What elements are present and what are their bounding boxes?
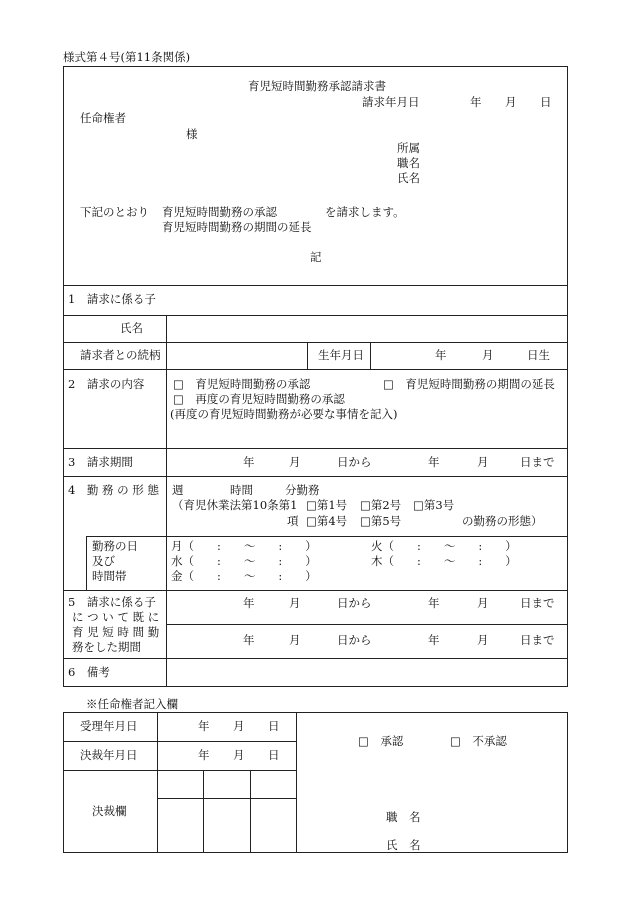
request-date-month[interactable]: 月 <box>505 95 517 109</box>
prior-period-1-from[interactable]: 日から <box>337 596 372 610</box>
divider <box>63 342 568 343</box>
prior-period-2-until[interactable]: 日まで <box>520 633 555 647</box>
schedule-thursday[interactable]: 木（ : 〜 : ） <box>371 554 517 568</box>
approval-column-label: 決裁欄 <box>92 804 127 818</box>
form-suffix: の勤務の形態） <box>462 514 543 528</box>
position-label: 職名 <box>397 156 420 170</box>
birth-month[interactable]: 月 <box>482 348 494 362</box>
prior-period-2-end-month[interactable]: 月 <box>477 633 489 647</box>
prior-period-2-from[interactable]: 日から <box>337 633 372 647</box>
schedule-label-divider <box>86 536 87 590</box>
form-title: 育児短時間勤務承認請求書 <box>248 79 386 93</box>
affiliation-label: 所属 <box>397 141 420 155</box>
section5-heading-line2: に つ い て 既 に <box>72 610 160 624</box>
schedule-label-and: 及び <box>92 554 115 568</box>
birthdate-divider-left <box>307 342 308 369</box>
reapproval-note: (再度の育児短時間勤務が必要な事情を記入) <box>170 407 398 421</box>
schedule-wednesday[interactable]: 水（ : 〜 : ） <box>171 554 317 568</box>
received-month[interactable]: 月 <box>233 719 245 733</box>
received-date-label: 受理年月日 <box>80 719 138 733</box>
schedule-tuesday[interactable]: 火（ : 〜 : ） <box>371 539 517 553</box>
divider <box>63 315 568 316</box>
prior-period-1-end-month[interactable]: 月 <box>477 596 489 610</box>
period-start-month[interactable]: 月 <box>289 455 301 469</box>
prior-period-2-end-year[interactable]: 年 <box>428 633 440 647</box>
form-option-4[interactable]: □第4号 <box>306 514 348 528</box>
section3-heading: 3 請求期間 <box>68 455 133 469</box>
label-column-divider <box>166 315 167 687</box>
relation-label: 請求者との続柄 <box>80 348 161 362</box>
divider <box>63 285 568 286</box>
decided-date-label: 決裁年月日 <box>80 748 138 762</box>
divider <box>63 448 568 449</box>
week-label: 週 <box>172 483 184 497</box>
child-name-label: 氏名 <box>120 321 143 335</box>
approval-stamp-divider-2 <box>250 770 251 853</box>
prior-period-2-start-year[interactable]: 年 <box>243 633 255 647</box>
section5-heading-line3: 育 児 短 時 間 勤 <box>72 625 160 639</box>
section2-heading: 2 請求の内容 <box>68 377 145 391</box>
divider <box>63 476 568 477</box>
request-date-label: 請求年月日 <box>362 95 420 109</box>
law-item-label: 項 <box>287 514 299 528</box>
approver-name-label: 氏 名 <box>386 838 421 852</box>
period-start-year[interactable]: 年 <box>243 455 255 469</box>
request-date-year[interactable]: 年 <box>470 95 482 109</box>
request-date-day[interactable]: 日 <box>540 95 552 109</box>
appointer-honorific: 様 <box>186 127 198 141</box>
schedule-label-hours: 時間帯 <box>92 569 127 583</box>
divider <box>63 770 296 771</box>
period-end-until[interactable]: 日まで <box>520 455 555 469</box>
decided-day[interactable]: 日 <box>268 748 280 762</box>
approval-stamp-divider-1 <box>203 770 204 853</box>
applicant-name-label: 氏名 <box>397 171 420 185</box>
divider <box>86 536 568 537</box>
appointer-label-divider <box>157 712 158 853</box>
content-option-extension[interactable]: □ 育児短時間勤務の期間の延長 <box>383 377 555 391</box>
divider <box>63 741 296 742</box>
divider <box>157 798 296 799</box>
minutes-label[interactable]: 分勤務 <box>285 483 320 497</box>
period-start-from[interactable]: 日から <box>337 455 372 469</box>
schedule-friday[interactable]: 金（ : 〜 : ） <box>171 569 317 583</box>
birthdate-label: 生年月日 <box>318 348 364 362</box>
period-end-year[interactable]: 年 <box>428 455 440 469</box>
form-option-1[interactable]: □第1号 <box>306 498 348 512</box>
form-option-5[interactable]: □第5号 <box>360 514 402 528</box>
section6-heading: 6 備考 <box>68 665 110 679</box>
decided-month[interactable]: 月 <box>233 748 245 762</box>
section1-heading: 1 請求に係る子 <box>68 292 156 306</box>
divider <box>166 624 568 625</box>
prior-period-1-start-year[interactable]: 年 <box>243 596 255 610</box>
appointer-label: 任命権者 <box>80 111 126 125</box>
content-option-reapproval[interactable]: □ 再度の育児短時間勤務の承認 <box>173 392 345 406</box>
period-end-month[interactable]: 月 <box>477 455 489 469</box>
form-option-3[interactable]: □第3号 <box>413 498 455 512</box>
law-reference: （育児休業法第10条第1 <box>172 498 298 512</box>
appointer-section-heading: ※任命権者記入欄 <box>86 697 178 711</box>
prior-period-2-start-month[interactable]: 月 <box>289 633 301 647</box>
disapprove-checkbox[interactable]: □ 不承認 <box>450 734 507 748</box>
option-extension[interactable]: 育児短時間勤務の期間の延長 <box>162 220 312 234</box>
birthdate-divider-right <box>370 342 371 369</box>
decided-year[interactable]: 年 <box>198 748 210 762</box>
section5-heading-line1: 5 請求に係る子 <box>68 595 156 609</box>
content-option-approval[interactable]: □ 育児短時間勤務の承認 <box>173 377 311 391</box>
form-option-2[interactable]: □第2号 <box>360 498 402 512</box>
intro-prefix: 下記のとおり <box>80 205 149 219</box>
divider <box>63 369 568 370</box>
hours-label[interactable]: 時間 <box>230 483 253 497</box>
appointer-right-divider <box>296 712 297 853</box>
prior-period-1-start-month[interactable]: 月 <box>289 596 301 610</box>
received-year[interactable]: 年 <box>198 719 210 733</box>
received-day[interactable]: 日 <box>268 719 280 733</box>
section5-heading-line4: 務をした期間 <box>72 640 141 654</box>
divider <box>63 590 568 591</box>
prior-period-1-end-year[interactable]: 年 <box>428 596 440 610</box>
option-approval[interactable]: 育児短時間勤務の承認 <box>162 205 277 219</box>
schedule-monday[interactable]: 月（ : 〜 : ） <box>171 539 317 553</box>
divider <box>63 658 568 659</box>
birth-year[interactable]: 年 <box>435 348 447 362</box>
birth-day[interactable]: 日生 <box>527 348 550 362</box>
section4-heading: 4 勤 務 の 形 態 <box>68 483 159 497</box>
approve-checkbox[interactable]: □ 承認 <box>358 734 404 748</box>
approver-position-label: 職 名 <box>386 810 421 824</box>
ki-mark: 記 <box>310 250 322 264</box>
intro-suffix: を請求します。 <box>325 205 405 219</box>
schedule-label-days: 勤務の日 <box>92 539 138 553</box>
prior-period-1-until[interactable]: 日まで <box>520 596 555 610</box>
form-number: 様式第４号(第11条関係) <box>63 50 191 64</box>
